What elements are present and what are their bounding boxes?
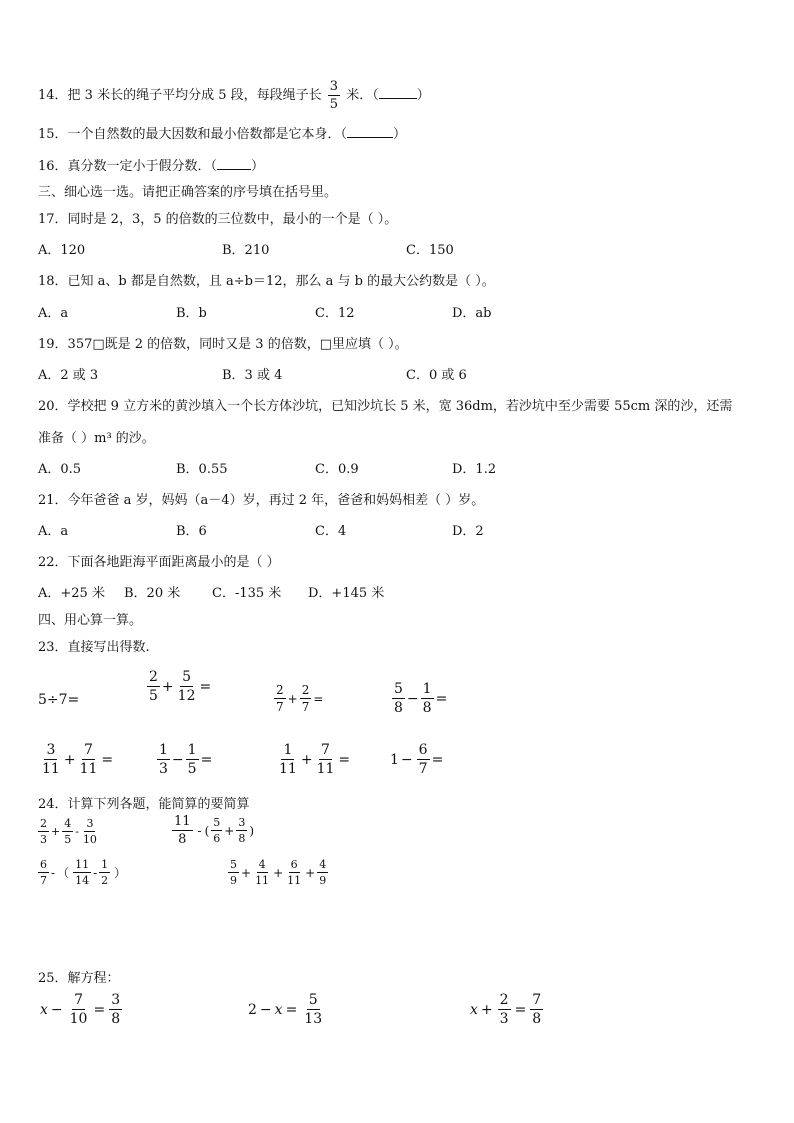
q23-expr-2: $\frac{2}{5}$ + $\frac{5}{12}$ = xyxy=(149,669,212,704)
question-23-title: 23．直接写出得数. xyxy=(38,640,150,655)
q20-option-b[interactable]: B．0.55 xyxy=(176,462,228,477)
q17-option-b[interactable]: B．210 xyxy=(222,243,270,258)
section-3-heading: 三、细心选一选。请把正确答案的序号填在括号里。 xyxy=(38,185,338,200)
q23-expr-8: 1 − $\frac{6}{7}$ = xyxy=(390,742,444,777)
q22-option-a[interactable]: A．+25 米 xyxy=(38,586,105,601)
q19-option-b[interactable]: B．3 或 4 xyxy=(222,368,283,383)
q17-option-c[interactable]: C．150 xyxy=(406,243,454,258)
q20-option-c[interactable]: C．0.9 xyxy=(315,462,359,477)
question-20-stem-line1: 20．学校把 9 立方米的黄沙填入一个长方体沙坑，已知沙坑长 5 米，宽 36dm，若沙坑中至少需要 55cm 深的沙，还需 xyxy=(38,399,733,414)
question-16: 16．真分数一定小于假分数．（ ） xyxy=(38,159,265,174)
q23-expr-5: $\frac{3}{11}$ + $\frac{7}{11}$ = xyxy=(42,742,114,777)
q18-option-c[interactable]: C．12 xyxy=(315,306,355,321)
question-22-stem: 22．下面各地距海平面距离最小的是（ ） xyxy=(38,555,280,570)
q25-equation-2: 2 − x = $\frac{5}{13}$ xyxy=(248,992,323,1027)
q24-calc-4: $\frac{5}{9}$ + $\frac{4}{11}$ + $\frac{6}{11}$ + $\frac{4}{9}$ xyxy=(230,858,327,887)
q23-expr-3: $\frac{2}{7}$ + $\frac{2}{7}$ = xyxy=(276,683,324,714)
q23-expr-4: $\frac{5}{8}$ − $\frac{1}{8}$ = xyxy=(394,681,448,716)
question-15: 15．一个自然数的最大因数和最小倍数都是它本身．（ ） xyxy=(38,127,407,142)
question-25-title: 25．解方程： xyxy=(38,971,120,986)
q24-calc-2: $\frac{11}{8}$ - ( $\frac{5}{6}$ + $\frac{3}{8}$ ) xyxy=(174,814,255,847)
question-14: 14．把 3 米长的绳子平均分成 5 段，每段绳子长 $\frac{3}{5}$ 米．（ ） xyxy=(38,79,430,112)
q14-answer-blank[interactable] xyxy=(379,98,417,99)
question-18-stem: 18．已知 a、b 都是自然数，且 a÷b＝12，那么 a 与 b 的最大公约数是（ ）。 xyxy=(38,274,495,289)
q18-option-b[interactable]: B．b xyxy=(176,306,207,321)
q23-expr-6: $\frac{1}{3}$ − $\frac{1}{5}$ = xyxy=(159,742,213,777)
q17-option-a[interactable]: A．120 xyxy=(38,243,86,258)
q21-option-a[interactable]: A．a xyxy=(38,524,69,539)
q15-answer-blank[interactable] xyxy=(347,137,393,138)
question-21-stem: 21．今年爸爸 a 岁，妈妈（a－4）岁，再过 2 年，爸爸和妈妈相差（ ）岁。 xyxy=(38,493,485,508)
question-17-stem: 17．同时是 2，3，5 的倍数的三位数中，最小的一个是（ ）。 xyxy=(38,212,398,227)
q23-expr-7: $\frac{1}{11}$ + $\frac{7}{11}$ = xyxy=(279,742,351,777)
q21-option-d[interactable]: D．2 xyxy=(452,524,484,539)
q18-option-d[interactable]: D．ab xyxy=(452,306,492,321)
q14-fraction: $\frac{3}{5}$ xyxy=(329,79,339,112)
section-4-heading: 四、用心算一算。 xyxy=(38,613,143,628)
q22-option-b[interactable]: B．20 米 xyxy=(124,586,181,601)
q25-equation-3: x + $\frac{2}{3}$ = $\frac{7}{8}$ xyxy=(470,992,542,1027)
q24-calc-3: $\frac{6}{7}$ - （ $\frac{11}{14}$ - $\frac{1}{2}$ ） xyxy=(40,858,127,887)
q24-calc-1: $\frac{2}{3}$ + $\frac{4}{5}$ - $\frac{3}{10}$ xyxy=(40,817,97,846)
q23-expr-1: 5÷7= xyxy=(38,692,80,708)
q25-equation-1: x − $\frac{7}{10}$ = $\frac{3}{8}$ xyxy=(40,992,121,1027)
q16-answer-blank[interactable] xyxy=(217,169,251,170)
question-19-stem: 19．357□既是 2 的倍数，同时又是 3 的倍数，□里应填（ ）。 xyxy=(38,337,408,352)
q20-option-d[interactable]: D．1.2 xyxy=(452,462,497,477)
q14-text: 14．把 3 米长的绳子平均分成 5 段，每段绳子长 xyxy=(38,88,322,103)
q14-text-b: 米．（ xyxy=(346,88,379,103)
q20-option-a[interactable]: A．0.5 xyxy=(38,462,82,477)
question-24-title: 24．计算下列各题，能简算的要简算 xyxy=(38,797,250,812)
question-20-stem-line2: 准备（ ）m³ 的沙。 xyxy=(38,431,155,446)
q18-option-a[interactable]: A．a xyxy=(38,306,69,321)
q22-option-c[interactable]: C．-135 米 xyxy=(212,586,282,601)
q21-option-c[interactable]: C．4 xyxy=(315,524,347,539)
q19-option-c[interactable]: C．0 或 6 xyxy=(406,368,467,383)
q22-option-d[interactable]: D．+145 米 xyxy=(308,586,385,601)
q19-option-a[interactable]: A．2 或 3 xyxy=(38,368,99,383)
q21-option-b[interactable]: B．6 xyxy=(176,524,207,539)
